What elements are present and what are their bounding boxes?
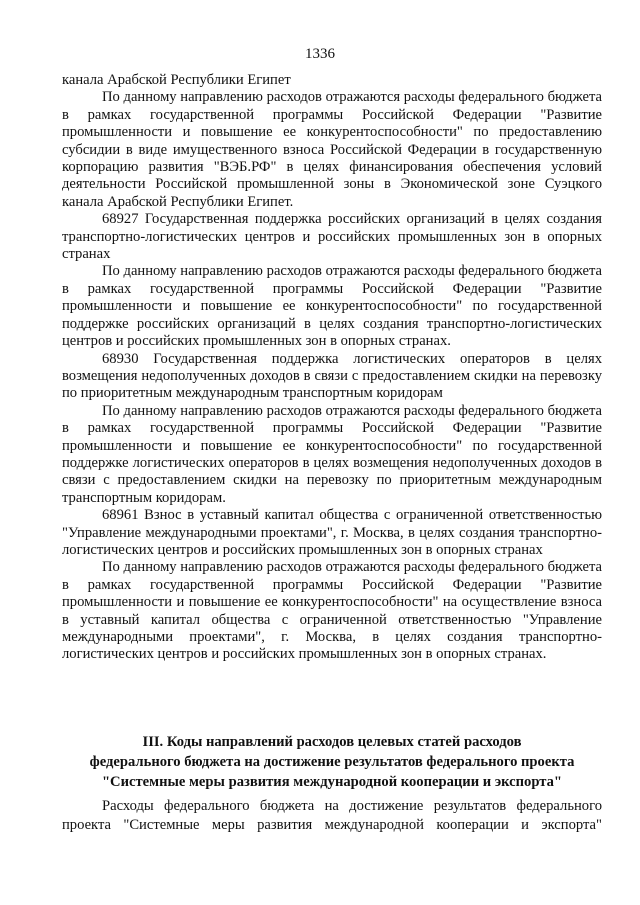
page-number: 1336: [305, 46, 335, 62]
paragraph-section-intro: Расходы федерального бюджета на достижение результатов федерального проекта "Системные меры развития международной кооперации и экспорта": [62, 798, 602, 833]
section-heading-line: III. Коды направлений расходов целевых статей расходов: [142, 734, 522, 750]
paragraph-code-68961: 68961 Взнос в уставный капитал общества с ограниченной ответственностью "Управление международными проектами", г. Москва, в целях создания транспортно-логистических центров и российских промышленных зон в опорных странах: [62, 507, 602, 558]
section-heading-line: федерального бюджета на достижение результатов федерального проекта: [89, 754, 575, 770]
section-heading-line: "Системные меры развития международной кооперации и экспорта": [101, 774, 563, 790]
paragraph-code-68927: 68927 Государственная поддержка российских организаций в целях создания транспортно-логистических центров и российских промышленных зон в опорных странах: [62, 211, 602, 263]
paragraph-description: По данному направлению расходов отражаются расходы федерального бюджета в рамках государственной программы Российской Федерации "Развитие промышленности и повышение ее конкурентоспособности" на осуществление взноса в уставный капитал общества с ограниченной ответственностью "Управление международными проектами", г. Москва, в целях создания транспортно-логистических центров и российских промышленных зон в опорных странах.: [62, 559, 602, 663]
paragraph-description: По данному направлению расходов отражаются расходы федерального бюджета в рамках государственной программы Российской Федерации "Развитие промышленности и повышение ее конкурентоспособности" по государственной поддержке российских организаций в целях создания транспортно-логистических центров и российских промышленных зон в опорных странах.: [62, 263, 602, 350]
section-heading: [62, 732, 602, 792]
paragraph-continuation: канала Арабской Республики Египет: [62, 72, 291, 88]
paragraph-description: По данному направлению расходов отражаются расходы федерального бюджета в рамках государственной программы Российской Федерации "Развитие промышленности и повышение ее конкурентоспособности" по предоставлению субсидии в виде имущественного взноса Российской Федерации в государственную корпорацию развития "ВЭБ.РФ" в целях финансирования обеспечения условий деятельности Российской промышленной зоны в Экономической зоне Суэцкого канала Арабской Республики Египет.: [62, 89, 602, 210]
paragraph-description: По данному направлению расходов отражаются расходы федерального бюджета в рамках государственной программы Российской Федерации "Развитие промышленности и повышение ее конкурентоспособности" по государственной поддержке логистических операторов в целях возмещения недополученных доходов в связи с предоставлением скидки на перевозку по приоритетным международным транспортным коридорам.: [62, 402, 602, 506]
document-body: [62, 72, 602, 664]
paragraph-code-68930: 68930 Государственная поддержка логистических операторов в целях возмещения недополученных доходов в связи с предоставлением скидки на перевозку по приоритетным международным транспортным коридорам: [62, 350, 602, 402]
section-intro: [62, 797, 602, 835]
